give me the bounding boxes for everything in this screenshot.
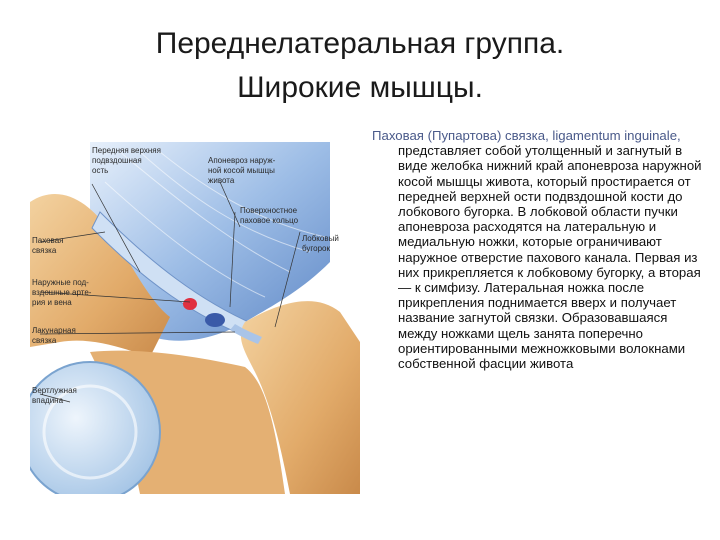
label-superficial-inguinal-ring: Поверхностное паховое кольцо — [240, 206, 299, 225]
description-body: представляет собой утолщенный и загнутый в виде желобка нижний край апоневроза наружной косой мышцы живота, который простирается от передней верхней ости подвздошной кости до лобкового бугорка. В лобковой области пучки апоневроза расходятся на латеральную и медиальную ножки, которые ограничивают наружное отверстие пахового канала. Первая из них прикрепляется к лобковому бугорку, а вторая — к симфизу. Латеральная ножка после прикрепления поднимается вверх и получает название загнутой связки. Образовавшаяся между ножками щель занята поперечно ориентированными межножковыми волокнами собственной фасции живота — [398, 143, 702, 372]
description-term: Паховая (Пупартова) связка, ligamentum inguinale, — [372, 128, 681, 143]
iliac-vein-shape — [205, 313, 225, 327]
title-line-2: Широкие мышцы. — [237, 71, 483, 104]
inguinal-ligament-drawing — [30, 142, 360, 494]
label-external-iliac-vessels: Наружные под- вздошные арте- рия и вена — [32, 278, 92, 307]
label-pubic-tubercle: Лобковый бугорок — [302, 234, 339, 253]
iliac-artery-shape — [183, 298, 197, 310]
label-lacunar-ligament: Лакунарная связка — [32, 326, 76, 345]
label-anterior-superior-spine: Передняя верхняя подвздошная ость — [92, 146, 161, 175]
description-text — [372, 128, 702, 371]
anatomy-illustration — [30, 142, 360, 494]
label-acetabulum: Вертлужная впадина — [32, 386, 77, 405]
slide-title — [0, 22, 720, 110]
label-inguinal-ligament: Паховая связка — [32, 236, 64, 255]
description-paragraph — [372, 128, 702, 371]
label-external-oblique-aponeurosis: Апоневроз наруж- ной косой мышцы живота — [208, 156, 276, 185]
title-line-1: Переднелатеральная группа. — [155, 27, 565, 60]
